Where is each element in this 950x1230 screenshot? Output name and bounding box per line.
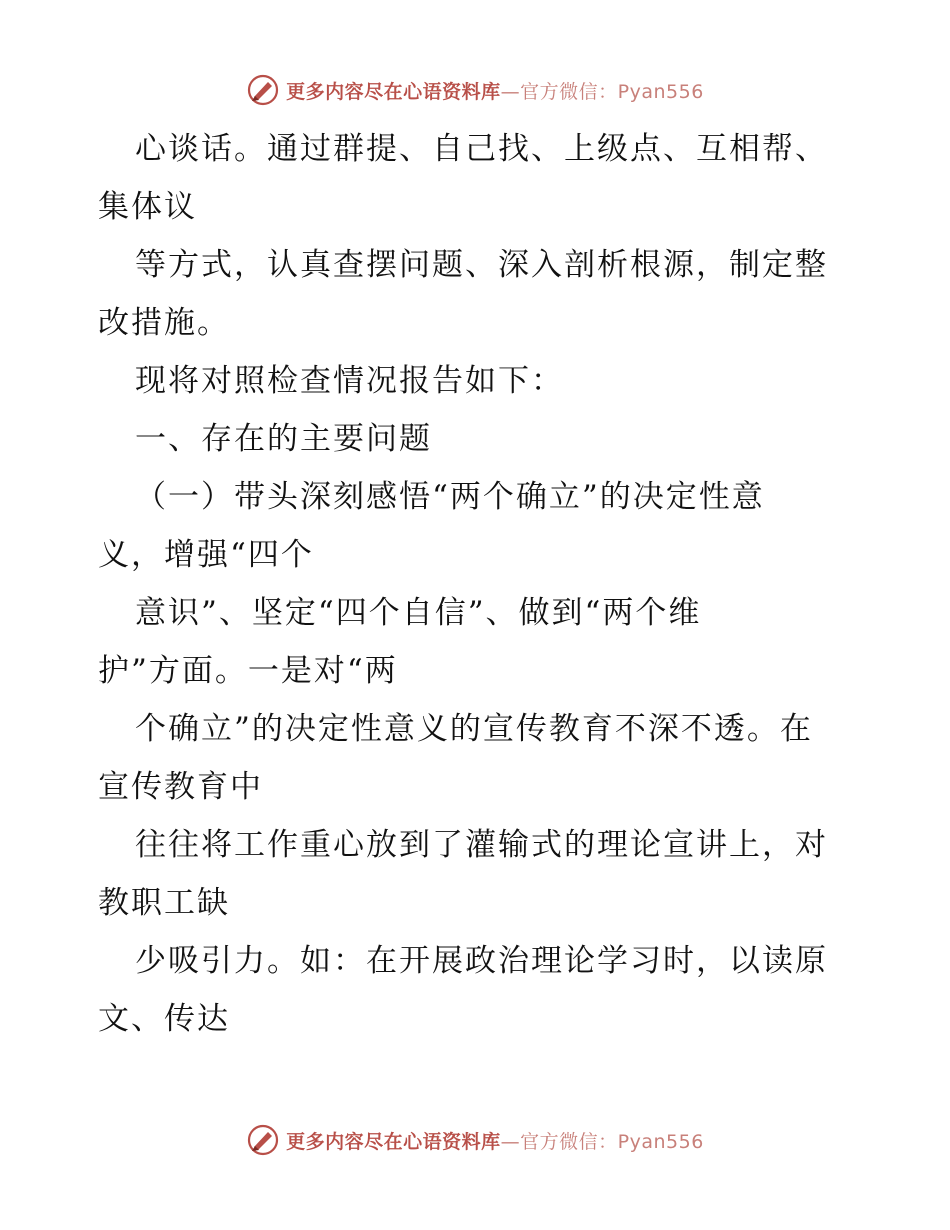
- section-heading: 一、存在的主要问题: [135, 421, 432, 457]
- text-line: 教职工缺: [98, 885, 230, 921]
- watermark-text-rest: —官方微信：Pyan556: [500, 1130, 704, 1153]
- text-line: 护”方面。一是对“两: [98, 653, 398, 689]
- document-body: [98, 120, 858, 1048]
- text-line: 宣传教育中: [98, 769, 263, 805]
- watermark-text-rest: —官方微信：Pyan556: [500, 80, 704, 103]
- pen-logo-icon: [246, 1123, 280, 1157]
- text-line: 现将对照检查情况报告如下：: [135, 363, 564, 399]
- watermark-text: [286, 1127, 704, 1154]
- text-line: 少吸引力。如：在开展政治理论学习时，以读原: [135, 943, 828, 979]
- text-line: 改措施。: [98, 305, 230, 341]
- subsection-heading: （一）带头深刻感悟“两个确立”的决定性意: [135, 479, 765, 515]
- footer-watermark: [0, 1120, 950, 1160]
- text-line: 义，增强“四个: [98, 537, 314, 573]
- text-line: 文、传达: [98, 1001, 230, 1037]
- text-line: 集体议: [98, 189, 197, 225]
- text-line: 等方式，认真查摆问题、深入剖析根源，制定整: [135, 247, 828, 283]
- watermark-text: [286, 77, 704, 104]
- header-watermark: [0, 70, 950, 110]
- watermark-text-bold: 更多内容尽在心语资料库: [286, 80, 501, 103]
- pen-logo-icon: [246, 73, 280, 107]
- watermark-text-bold: 更多内容尽在心语资料库: [286, 1130, 501, 1153]
- text-line: 心谈话。通过群提、自己找、上级点、互相帮、: [135, 131, 828, 167]
- text-line: 意识”、坚定“四个自信”、做到“两个维: [135, 595, 702, 631]
- text-line: 个确立”的决定性意义的宣传教育不深不透。在: [135, 711, 813, 747]
- text-line: 往往将工作重心放到了灌输式的理论宣讲上，对: [135, 827, 828, 863]
